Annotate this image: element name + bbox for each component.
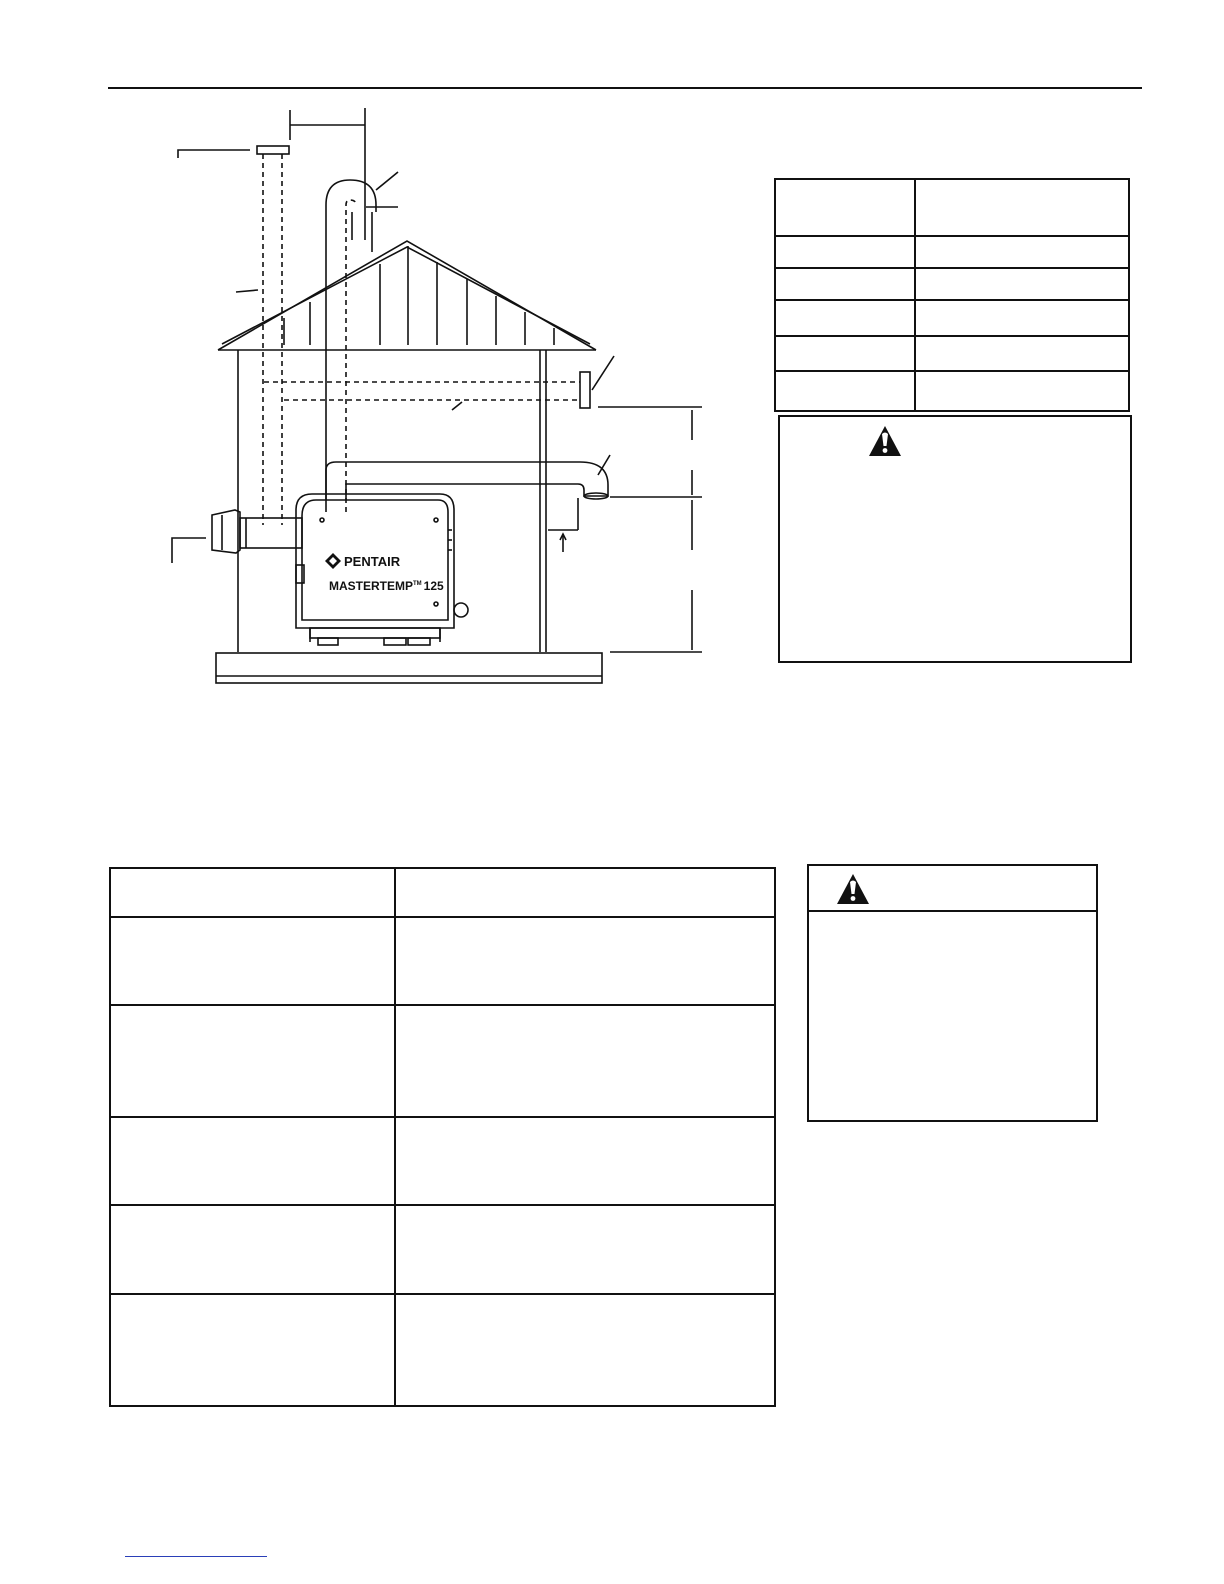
table-header-row bbox=[111, 869, 774, 918]
venting-diagram bbox=[150, 100, 750, 700]
table-row bbox=[111, 1206, 774, 1295]
heater-brand-label: PENTAIR bbox=[344, 554, 401, 569]
table-row bbox=[111, 1295, 774, 1403]
table-row bbox=[776, 301, 1128, 337]
table-row bbox=[776, 372, 1128, 408]
warning-triangle-icon bbox=[836, 873, 870, 905]
specification-table bbox=[109, 867, 776, 1407]
table-row bbox=[111, 1118, 774, 1206]
table-header-row bbox=[776, 180, 1128, 237]
header-rule bbox=[108, 87, 1142, 89]
table-row bbox=[111, 1006, 774, 1118]
table-row bbox=[776, 237, 1128, 269]
heater-model-label: MASTERTEMP™ 125 bbox=[329, 579, 444, 593]
warning-box-top bbox=[778, 415, 1132, 663]
vent-clearance-table bbox=[774, 178, 1130, 412]
warning-box-bottom bbox=[807, 864, 1098, 1122]
table-row bbox=[111, 918, 774, 1006]
footer-link-underline[interactable] bbox=[125, 1556, 267, 1557]
table-row bbox=[776, 269, 1128, 301]
warning-header-divider bbox=[809, 910, 1096, 912]
warning-triangle-icon bbox=[868, 425, 902, 457]
table-row bbox=[776, 337, 1128, 372]
